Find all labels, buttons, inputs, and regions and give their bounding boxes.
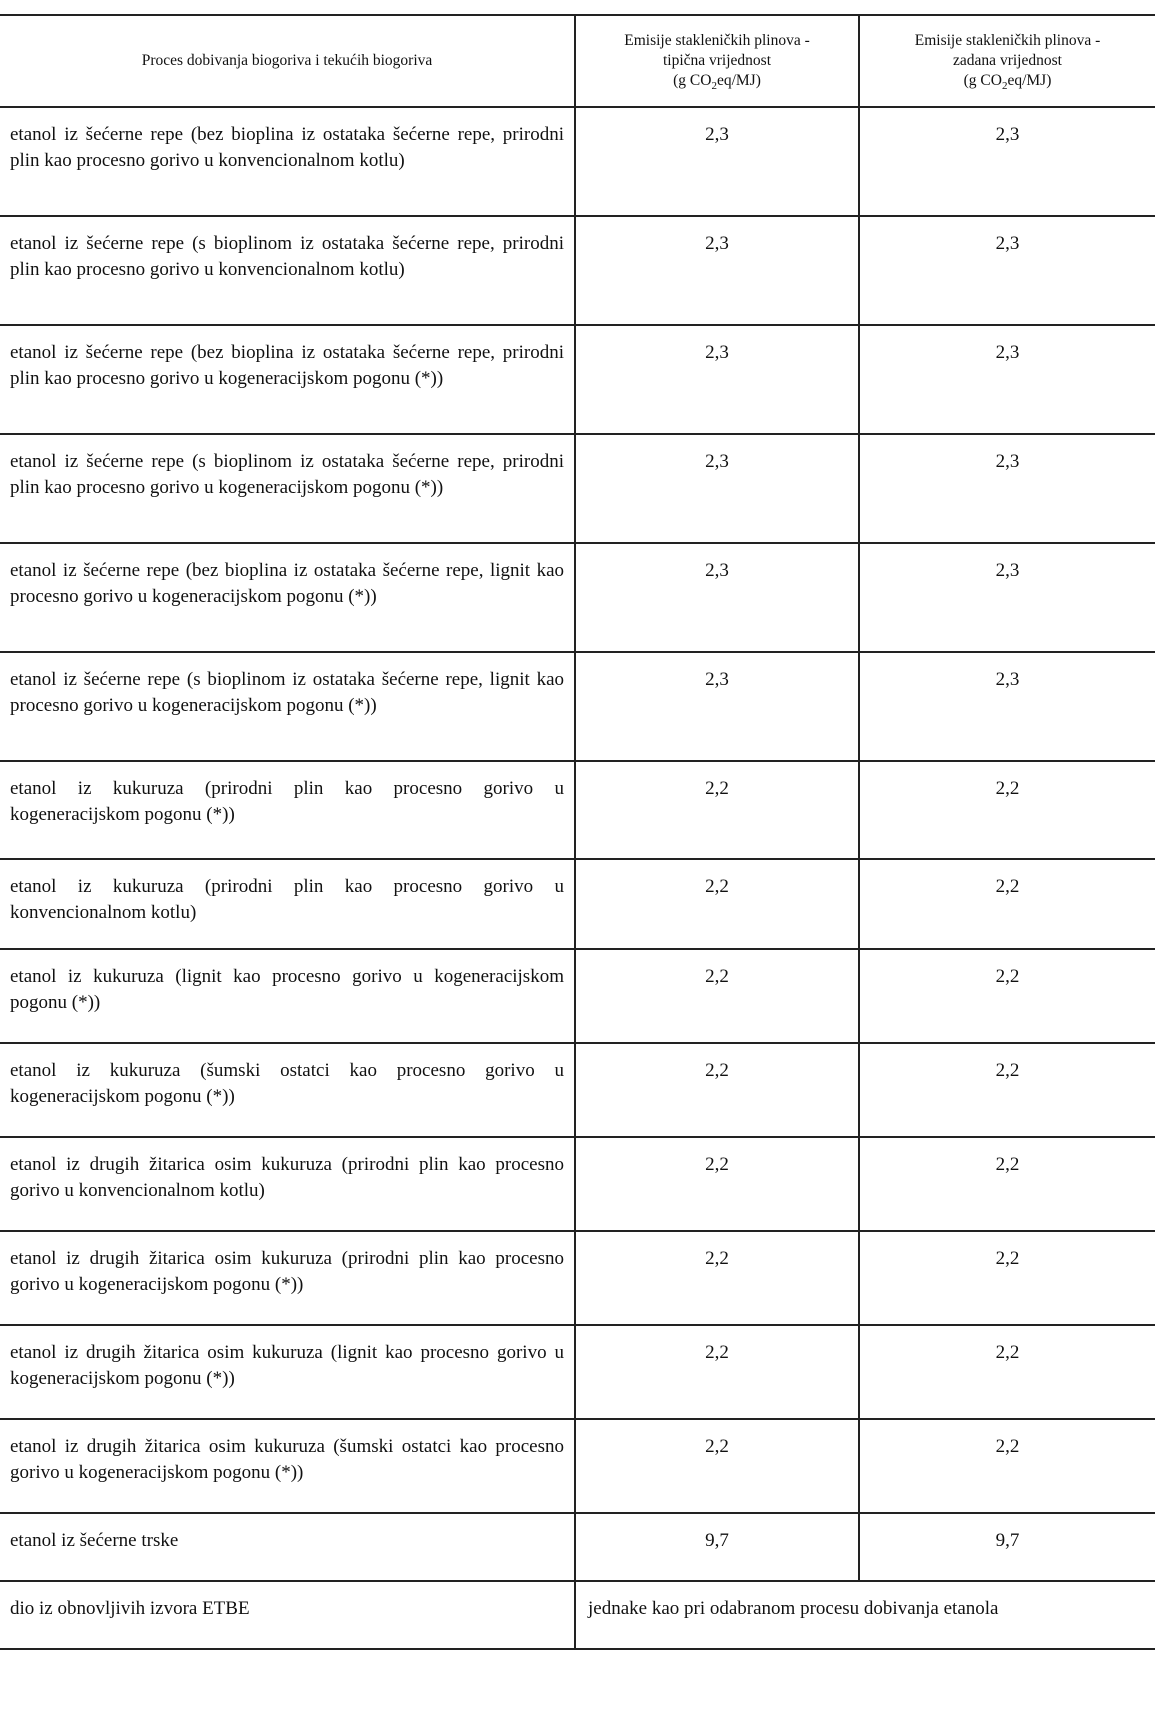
default-cell [859,1513,1155,1581]
default-cell [859,949,1155,1043]
header-typical-line2: tipična vrijednost [662,52,772,69]
typical-value: 2,2 [705,876,729,897]
typical-cell [575,949,859,1043]
typical-value: 9,7 [705,1530,729,1551]
table-row [0,949,1155,1043]
emissions-table-page [0,14,1155,1650]
unit-suffix: eq/MJ) [1007,72,1052,89]
default-value: 2,3 [995,342,1020,363]
process-cell [0,949,575,1043]
default-value: 2,2 [995,966,1020,987]
typical-cell [575,1513,859,1581]
typical-cell [575,761,859,859]
default-cell [859,434,1155,543]
default-value: 2,3 [995,560,1020,581]
table-row [0,1513,1155,1581]
default-value: 2,3 [995,233,1020,254]
typical-value: 2,2 [705,778,729,799]
process-text: etanol iz šećerne repe (bez bioplina iz ostataka šećerne repe, prirodni plin kao procesno gorivo u kogeneracijskom pogonu (*)) [10,342,564,389]
process-cell [0,325,575,434]
process-cell [0,1043,575,1137]
default-value: 2,2 [995,1342,1020,1363]
typical-value: 2,2 [705,1342,729,1363]
header-default-line2: zadana vrijednost [953,52,1062,69]
process-cell [0,1419,575,1513]
typical-value: 2,2 [705,1154,729,1175]
process-cell [0,1137,575,1231]
process-text: etanol iz drugih žitarica osim kukuruza (šumski ostatci kao procesno gorivo u kogeneracijskom pogonu (*)) [10,1436,564,1483]
typical-value: 2,3 [705,233,729,254]
typical-cell [575,1043,859,1137]
table-row [0,434,1155,543]
default-value: 2,3 [995,451,1020,472]
process-cell [0,761,575,859]
unit-prefix: (g CO [963,72,1002,89]
default-value: 2,2 [995,876,1020,897]
default-value: 2,2 [995,1154,1020,1175]
process-text: etanol iz šećerne repe (bez bioplina iz ostataka šećerne repe, lignit kao procesno gorivo u kogeneracijskom pogonu (*)) [10,560,564,607]
default-cell [859,859,1155,949]
typical-value: 2,3 [705,451,729,472]
process-cell [0,1581,575,1649]
merged-value-cell [575,1581,1155,1649]
default-cell [859,1137,1155,1231]
default-cell [859,107,1155,216]
typical-cell [575,859,859,949]
process-text: etanol iz kukuruza (šumski ostatci kao procesno gorivo u kogeneracijskom pogonu (*)) [10,1060,564,1107]
process-text: etanol iz šećerne repe (bez bioplina iz ostataka šećerne repe, prirodni plin kao procesno gorivo u konvencionalnom kotlu) [10,124,564,171]
table-row [0,761,1155,859]
header-default-unit [860,71,1155,91]
default-cell [859,1419,1155,1513]
process-text: etanol iz drugih žitarica osim kukuruza (lignit kao procesno gorivo u kogeneracijskom pogonu (*)) [10,1342,564,1389]
typical-value: 2,3 [705,669,729,690]
default-cell [859,1325,1155,1419]
process-text: etanol iz šećerne repe (s bioplinom iz ostataka šećerne repe, lignit kao procesno gorivo u kogeneracijskom pogonu (*)) [10,669,564,716]
process-text: dio iz obnovljivih izvora ETBE [10,1598,250,1619]
default-value: 9,7 [995,1530,1020,1551]
process-text: etanol iz kukuruza (prirodni plin kao procesno gorivo u kogeneracijskom pogonu (*)) [10,778,564,825]
process-text: etanol iz šećerne repe (s bioplinom iz ostataka šećerne repe, prirodni plin kao procesno gorivo u kogeneracijskom pogonu (*)) [10,451,564,498]
process-cell [0,652,575,761]
process-cell [0,1325,575,1419]
process-text: etanol iz kukuruza (lignit kao procesno gorivo u kogeneracijskom pogonu (*)) [10,966,564,1013]
default-cell [859,761,1155,859]
default-cell [859,652,1155,761]
typical-value: 2,2 [705,966,729,987]
default-cell [859,216,1155,325]
typical-cell [575,1419,859,1513]
unit-subscript: 2 [711,80,717,93]
emissions-table [0,14,1155,1650]
typical-value: 2,3 [705,560,729,581]
typical-cell [575,434,859,543]
table-row [0,652,1155,761]
default-value: 2,3 [995,669,1020,690]
table-row [0,1325,1155,1419]
header-default [859,15,1155,107]
process-text: etanol iz kukuruza (prirodni plin kao procesno gorivo u konvencionalnom kotlu) [10,876,564,923]
table-row [0,859,1155,949]
table-body [0,107,1155,1649]
process-cell [0,859,575,949]
unit-subscript: 2 [1001,80,1008,93]
process-cell [0,1231,575,1325]
process-cell [0,434,575,543]
typical-cell [575,1325,859,1419]
table-row [0,543,1155,652]
typical-cell [575,107,859,216]
table-row [0,1231,1155,1325]
process-cell [0,1513,575,1581]
header-process-label: Proces dobivanja biogoriva i tekućih biogoriva [141,52,433,69]
process-cell [0,107,575,216]
header-default-line1: Emisije stakleničkih plinova - [914,32,1101,49]
table-row [0,216,1155,325]
typical-cell [575,543,859,652]
header-process [0,15,575,107]
process-text: etanol iz šećerne repe (s bioplinom iz ostataka šećerne repe, prirodni plin kao procesno gorivo u konvencionalnom kotlu) [10,233,564,280]
default-value: 2,3 [995,124,1020,145]
table-row [0,1137,1155,1231]
default-value: 2,2 [995,1060,1020,1081]
process-cell [0,543,575,652]
typical-value: 2,3 [705,124,729,145]
unit-suffix: eq/MJ) [716,72,761,89]
default-cell [859,1043,1155,1137]
default-value: 2,2 [995,1436,1020,1457]
default-cell [859,325,1155,434]
table-header [0,15,1155,107]
default-value: 2,2 [995,778,1020,799]
merged-value-text: jednake kao pri odabranom procesu dobivanja etanola [588,1598,999,1619]
process-text: etanol iz drugih žitarica osim kukuruza (prirodni plin kao procesno gorivo u kogeneracijskom pogonu (*)) [10,1248,564,1295]
process-text: etanol iz drugih žitarica osim kukuruza (prirodni plin kao procesno gorivo u konvencionalnom kotlu) [10,1154,564,1201]
typical-cell [575,216,859,325]
table-row [0,107,1155,216]
typical-value: 2,2 [705,1436,729,1457]
typical-value: 2,2 [705,1248,729,1269]
typical-value: 2,2 [705,1060,729,1081]
process-text: etanol iz šećerne trske [10,1530,179,1551]
table-row [0,1043,1155,1137]
default-cell [859,543,1155,652]
typical-value: 2,3 [705,342,729,363]
header-typical-unit [576,71,858,91]
default-value: 2,2 [995,1248,1020,1269]
typical-cell [575,1137,859,1231]
process-cell [0,216,575,325]
unit-prefix: (g CO [673,72,712,89]
typical-cell [575,652,859,761]
default-cell [859,1231,1155,1325]
typical-cell [575,325,859,434]
typical-cell [575,1231,859,1325]
header-typical [575,15,859,107]
table-row-final [0,1581,1155,1649]
header-row [0,15,1155,107]
table-row [0,325,1155,434]
table-row [0,1419,1155,1513]
header-typical-line1: Emisije stakleničkih plinova - [624,32,810,49]
